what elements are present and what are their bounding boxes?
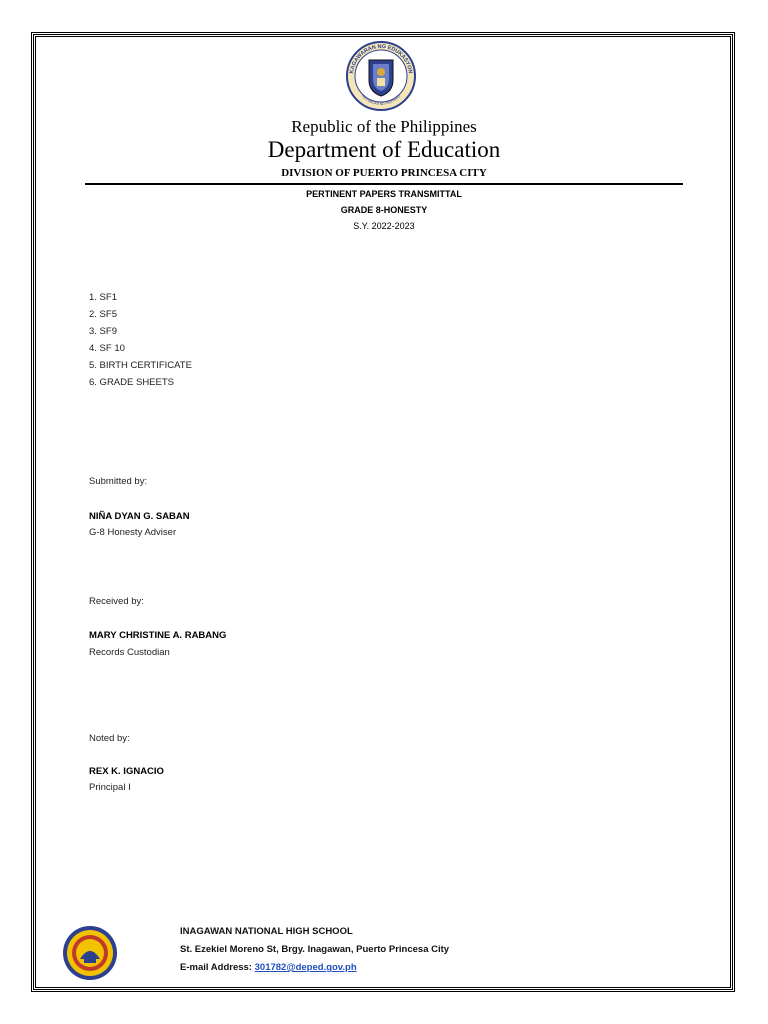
list-item: 2. SF5 [89, 309, 117, 320]
school-address: St. Ezekiel Moreno St, Brgy. Inagawan, Puerto Princesa City [180, 944, 450, 955]
seal-text-top: KAGAWARAN NG EDUKASYON [349, 43, 413, 75]
noted-role: Principal I [89, 782, 131, 793]
list-item: 5. BIRTH CERTIFICATE [89, 360, 192, 371]
document-title: PERTINENT PAPERS TRANSMITTAL [306, 189, 462, 199]
deped-seal-icon [343, 40, 419, 112]
school-name: INAGAWAN NATIONAL HIGH SCHOOL [180, 926, 353, 937]
received-label: Received by: [89, 596, 144, 607]
department-heading: Department of Education [267, 137, 501, 162]
list-item: 4. SF 10 [89, 343, 125, 354]
received-name: MARY CHRISTINE A. RABANG [89, 630, 227, 641]
header-divider [85, 183, 683, 185]
list-item: 1. SF1 [89, 292, 117, 303]
seal-text-bottom: REPUBLIKA NG PILIPINAS [361, 93, 401, 107]
submitted-name: NIÑA DYAN G. SABAN [89, 511, 190, 522]
email-link[interactable]: 301782@deped.gov.ph [254, 962, 357, 973]
submitted-role: G-8 Honesty Adviser [89, 527, 177, 538]
list-item: 6. GRADE SHEETS [89, 377, 174, 388]
email-line [180, 962, 357, 973]
submitted-label: Submitted by: [89, 476, 148, 487]
school-logo-icon [62, 925, 118, 981]
list-item: 3. SF9 [89, 326, 117, 337]
papers-list [89, 289, 192, 391]
grade-section: GRADE 8-HONESTY [340, 205, 428, 215]
noted-label: Noted by: [89, 733, 130, 744]
email-label: E-mail Address: [180, 962, 255, 973]
received-role: Records Custodian [89, 647, 170, 658]
division-heading: DIVISION OF PUERTO PRINCESA CITY [281, 167, 487, 179]
noted-name: REX K. IGNACIO [89, 766, 164, 777]
school-year: S.Y. 2022-2023 [353, 221, 415, 231]
republic-heading: Republic of the Philippines [291, 117, 477, 136]
